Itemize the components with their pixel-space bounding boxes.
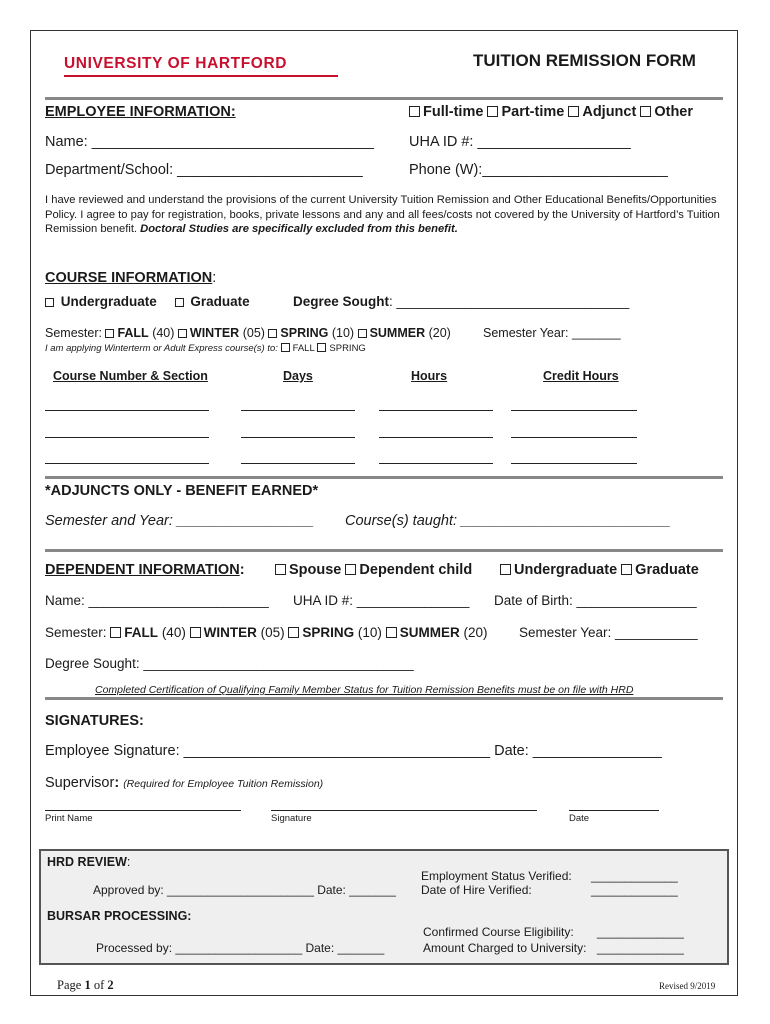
header-divider	[45, 97, 723, 100]
hrd-approved-by-field[interactable]: Approved by: ______________________ Date: _______	[93, 883, 396, 897]
checkbox-icon	[268, 329, 277, 338]
course-eligibility-label: Confirmed Course Eligibility:	[423, 925, 574, 939]
dependent-uha-id-field[interactable]: UHA ID #: _______________	[293, 593, 470, 608]
adjunct-heading: *ADJUNCTS ONLY - BENEFIT EARNED*	[45, 483, 319, 499]
checkbox-icon	[175, 298, 184, 307]
course-degree-field[interactable]: Degree Sought: _______________________________	[293, 294, 630, 309]
employee-signature-field[interactable]: Employee Signature: ______________________________________ Date: ________________	[45, 743, 662, 759]
signatures-heading: SIGNATURES:	[45, 713, 144, 729]
course-number-input[interactable]	[45, 409, 209, 411]
checkbox-icon	[487, 106, 498, 117]
parttime-checkbox[interactable]: Part-time	[487, 104, 564, 120]
form-page	[30, 30, 738, 996]
course-semester-year-field[interactable]: Semester Year: _______	[483, 326, 621, 340]
hours-input[interactable]	[379, 436, 493, 438]
course-divider	[45, 476, 723, 479]
dependent-spring-checkbox[interactable]: SPRING (10)	[288, 625, 382, 640]
course-eligibility-input[interactable]: _____________	[597, 925, 684, 939]
course-spring-checkbox[interactable]: SPRING (10)	[268, 326, 354, 340]
checkbox-icon	[105, 329, 114, 338]
checkbox-icon	[110, 627, 121, 638]
adjunct-semester-year-field[interactable]: Semester and Year: _________________	[45, 513, 315, 529]
checkbox-icon	[288, 627, 299, 638]
amount-charged-input[interactable]: _____________	[597, 941, 684, 955]
dependent-fall-checkbox[interactable]: FALL (40)	[110, 625, 186, 640]
form-title: TUITION REMISSION FORM	[473, 51, 696, 70]
revision-date: Revised 9/2019	[659, 981, 716, 991]
course-semester-group: Semester: FALL (40) WINTER (05) SPRING (10) SUMMER (20)	[45, 326, 451, 340]
dependent-level-group	[500, 562, 699, 578]
winterterm-fall-checkbox[interactable]: FALL	[281, 343, 315, 354]
supervisor-date-input[interactable]	[569, 809, 659, 811]
employee-name-field[interactable]: Name: ___________________________________	[45, 134, 374, 150]
col-days: Days	[283, 369, 313, 383]
hire-date-input[interactable]: _____________	[591, 883, 678, 897]
course-number-input[interactable]	[45, 462, 209, 464]
checkbox-icon	[409, 106, 420, 117]
department-field[interactable]: Department/School: _______________________	[45, 162, 363, 178]
checkbox-icon	[386, 627, 397, 638]
dependent-name-field[interactable]: Name: ________________________	[45, 593, 269, 608]
checkbox-icon	[45, 298, 54, 307]
logo-underline	[64, 75, 338, 77]
col-course-number: Course Number & Section	[53, 369, 208, 383]
course-level-group	[45, 294, 250, 309]
supervisor-signature-input[interactable]	[271, 809, 537, 811]
course-number-input[interactable]	[45, 436, 209, 438]
certification-note: Completed Certification of Qualifying Family Member Status for Tuition Remission Benefits must be on file with HRD	[95, 684, 634, 696]
checkbox-icon	[568, 106, 579, 117]
credit-hours-input[interactable]	[511, 436, 637, 438]
doctoral-exclusion: Doctoral Studies are specifically excluded from this benefit.	[140, 223, 458, 235]
adjunct-checkbox[interactable]: Adjunct	[568, 104, 636, 120]
dependent-child-checkbox[interactable]: Dependent child	[345, 562, 472, 578]
course-undergraduate-checkbox[interactable]: Undergraduate	[45, 294, 157, 309]
col-credit-hours: Credit Hours	[543, 369, 619, 383]
checkbox-icon	[178, 329, 187, 338]
checkbox-icon	[281, 343, 290, 352]
days-input[interactable]	[241, 462, 355, 464]
policy-statement: I have reviewed and understand the provisions of the current University Tuition Remission and Other Educational Benefits/Opportunities Policy. I agree to pay for registration, books, private lessons and any and all fees/costs not covered by the University of Hartford’s Tuition Remission benefit. Doctoral Studies are specifically excluded from this benefit.	[45, 194, 720, 235]
bursar-processed-by-field[interactable]: Processed by: ___________________ Date: _______	[96, 941, 385, 955]
dependent-summer-checkbox[interactable]: SUMMER (20)	[386, 625, 488, 640]
dependent-relation-group	[275, 562, 472, 578]
other-checkbox[interactable]: Other	[640, 104, 693, 120]
col-hours: Hours	[411, 369, 448, 383]
hours-input[interactable]	[379, 462, 493, 464]
dependent-winter-checkbox[interactable]: WINTER (05)	[190, 625, 285, 640]
winterterm-spring-checkbox[interactable]: SPRING	[317, 343, 365, 354]
amount-charged-label: Amount Charged to University:	[423, 941, 587, 955]
credit-hours-input[interactable]	[511, 409, 637, 411]
dependent-divider	[45, 697, 723, 700]
phone-field[interactable]: Phone (W):_______________________	[409, 162, 668, 178]
university-logo: UNIVERSITY OF HARTFORD	[64, 55, 288, 72]
hrd-heading: HRD REVIEW:	[47, 855, 131, 869]
print-name-caption: Print Name	[45, 813, 93, 824]
course-summer-checkbox[interactable]: SUMMER (20)	[358, 326, 451, 340]
date-caption: Date	[569, 813, 590, 824]
dependent-semester-group: Semester: FALL (40) WINTER (05) SPRING (10) SUMMER (20)	[45, 625, 488, 640]
employee-uha-id-field[interactable]: UHA ID #: ___________________	[409, 134, 631, 150]
checkbox-icon	[358, 329, 367, 338]
supervisor-label: Supervisor: (Required for Employee Tuition Remission)	[45, 775, 324, 791]
checkbox-icon	[500, 564, 511, 575]
dependent-degree-field[interactable]: Degree Sought: ____________________________________	[45, 656, 414, 671]
employee-heading: EMPLOYEE INFORMATION:	[45, 104, 236, 120]
fulltime-checkbox[interactable]: Full-time	[409, 104, 483, 120]
dependent-heading: DEPENDENT INFORMATION:	[45, 562, 245, 578]
page-number: Page 1 of 2	[57, 978, 114, 992]
employment-status-label: Employment Status Verified:	[421, 869, 572, 883]
hire-date-label: Date of Hire Verified:	[421, 883, 532, 897]
checkbox-icon	[275, 564, 286, 575]
dependent-semester-year-field[interactable]: Semester Year: ___________	[519, 625, 698, 640]
spouse-checkbox[interactable]: Spouse	[275, 562, 341, 578]
checkbox-icon	[621, 564, 632, 575]
course-heading: COURSE INFORMATION:	[45, 270, 217, 286]
checkbox-icon	[345, 564, 356, 575]
days-input[interactable]	[241, 436, 355, 438]
dependent-dob-field[interactable]: Date of Birth: ________________	[494, 593, 697, 608]
dependent-graduate-checkbox[interactable]: Graduate	[621, 562, 699, 578]
winterterm-note: I am applying Winterterm or Adult Express course(s) to: FALL SPRING	[45, 343, 366, 354]
employment-status-input[interactable]: _____________	[591, 869, 678, 883]
checkbox-icon	[190, 627, 201, 638]
hrd-review-box	[39, 849, 729, 965]
employment-type-group	[409, 104, 693, 120]
supervisor-print-name-input[interactable]	[45, 809, 241, 811]
course-winter-checkbox[interactable]: WINTER (05)	[178, 326, 265, 340]
checkbox-icon	[317, 343, 326, 352]
dependent-undergraduate-checkbox[interactable]: Undergraduate	[500, 562, 617, 578]
bursar-heading: BURSAR PROCESSING:	[47, 909, 192, 923]
course-graduate-checkbox[interactable]: Graduate	[175, 294, 250, 309]
courses-taught-field[interactable]: Course(s) taught: __________________________	[345, 513, 671, 529]
course-fall-checkbox[interactable]: FALL (40)	[105, 326, 174, 340]
credit-hours-input[interactable]	[511, 462, 637, 464]
signature-caption: Signature	[271, 813, 312, 824]
adjunct-divider	[45, 549, 723, 552]
checkbox-icon	[640, 106, 651, 117]
hours-input[interactable]	[379, 409, 493, 411]
days-input[interactable]	[241, 409, 355, 411]
